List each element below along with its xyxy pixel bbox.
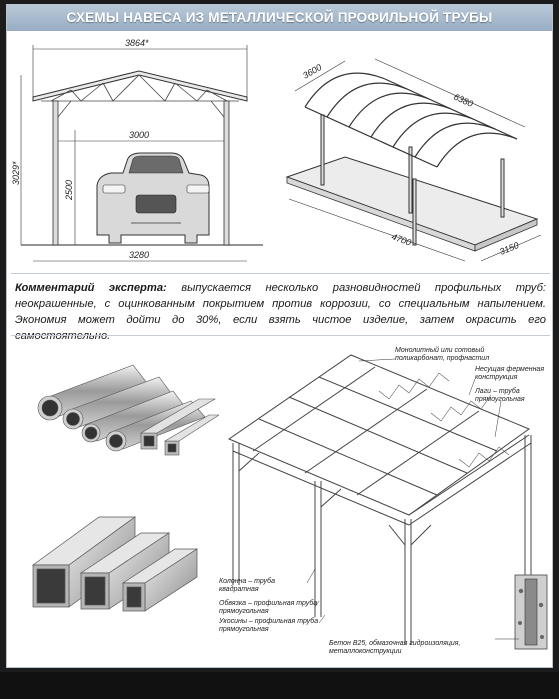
isometric-arch-diagram [275, 39, 550, 271]
car-front-icon [97, 153, 209, 243]
round-pipes-illustration [23, 349, 219, 469]
dim-inner: 3000 [129, 130, 150, 140]
label-lags-line2: прямоугольная [475, 396, 525, 403]
label-column-line1: Колонна – труба [219, 578, 275, 585]
dim-length: 6380 [452, 91, 475, 109]
label-roof-line2: поликарбонат, профнастил [395, 355, 490, 362]
label-column-line2: квадратная [219, 586, 259, 593]
divider [11, 273, 550, 274]
label-brace-line2: прямоугольная [219, 626, 269, 633]
rectangular-profiles-illustration [23, 503, 219, 623]
dim-top: 3864* [125, 38, 149, 48]
dim-bottom: 3280 [129, 250, 150, 260]
dim-height: 2500 [64, 179, 74, 200]
comment-text: выпускается несколько разновидностей профильных труб: неокрашенные, с оцинкованным покрытием против коррозии, со специальным напылением. Экономия может дойти до 30%, если взять чистое изделие, затем окрасить его самостоятельно. [15, 282, 546, 342]
divider [11, 335, 550, 336]
front-view-diagram [11, 35, 273, 271]
label-truss-line2: конструкция [475, 374, 518, 381]
label-lags-line1: Лаги – труба [475, 388, 520, 395]
label-concrete-line1: Бетон В25, обмазочная гидроизоляция, [329, 640, 461, 647]
bottom-bar [0, 672, 559, 699]
label-strapping-line2: прямоугольная [219, 608, 269, 615]
frame-structure-diagram [219, 339, 551, 667]
label-roof-line1: Монолитный или сотовый [395, 347, 485, 354]
dim-base-width: 4700 [390, 231, 413, 248]
dim-base-length: 3150 [498, 240, 521, 257]
foundation-detail [515, 575, 547, 649]
page-title: СХЕМЫ НАВЕСА ИЗ МЕТАЛЛИЧЕСКОЙ ПРОФИЛЬНОЙ ТРУБЫ [7, 5, 552, 31]
comment-label: Комментарий эксперта: [15, 282, 167, 294]
label-strapping-line1: Обвязка – профильная труба [219, 600, 318, 607]
label-truss-line1: Несущая ферменная [475, 366, 545, 373]
scheme-card [6, 4, 553, 668]
label-brace-line1: Укосины – профильная труба [219, 618, 319, 625]
dim-width: 3600 [301, 62, 324, 81]
dim-height-total: 3029* [11, 161, 21, 185]
label-concrete-line2: металлоконструкции [329, 648, 402, 655]
